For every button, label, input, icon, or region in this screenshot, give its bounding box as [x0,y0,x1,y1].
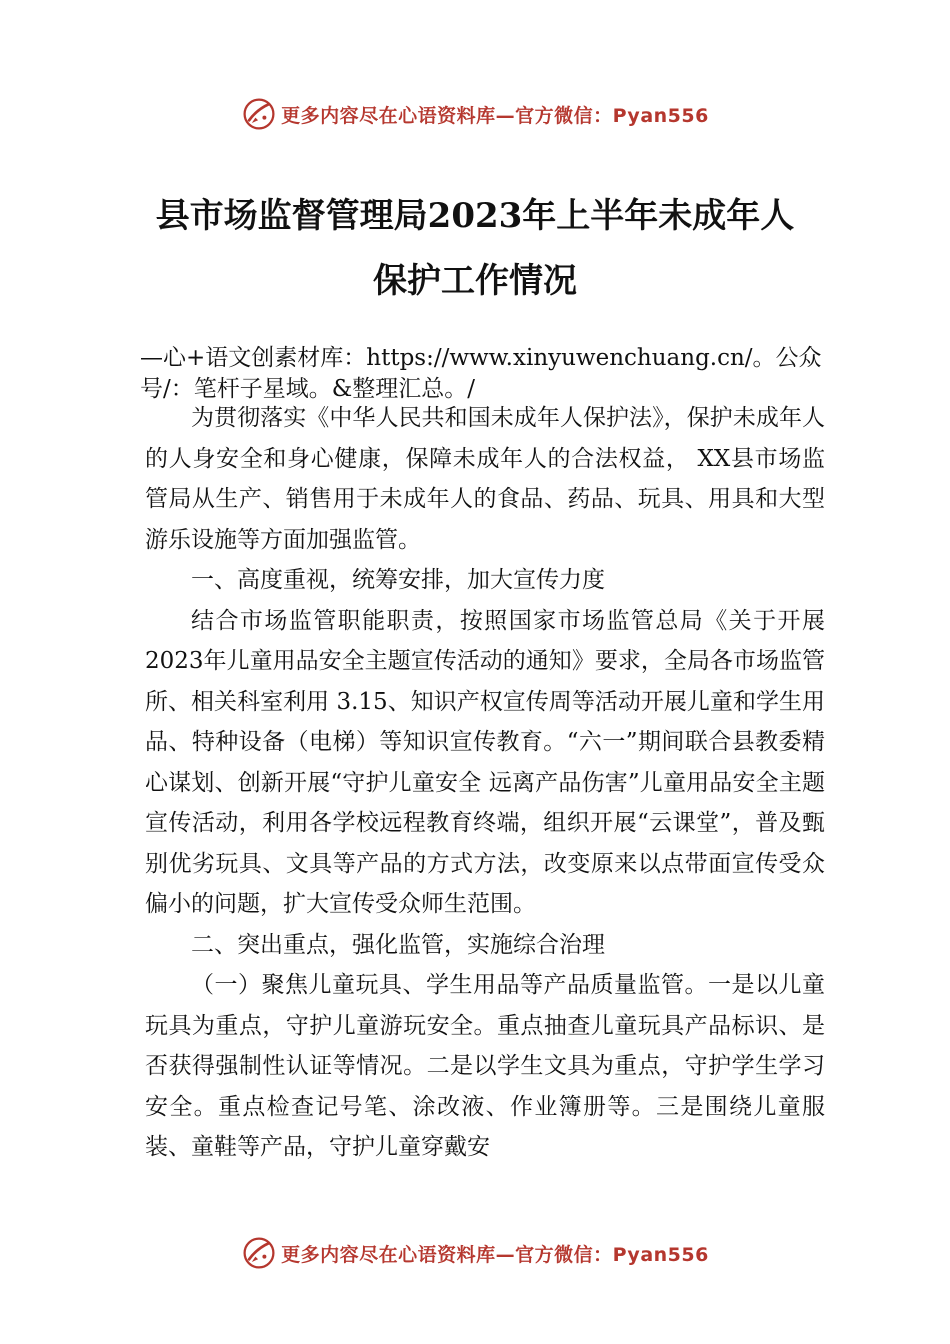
banner-text: 更多内容尽在心语资料库—官方微信：Pyan556 [281,1243,709,1266]
brush-pen-logo-icon [241,96,277,132]
section-heading-1: 一、高度重视，统筹安排，加大宣传力度 [191,567,605,593]
footer-banner [0,1233,950,1273]
brush-pen-logo-icon [241,1235,277,1271]
section-heading-2: 二、突出重点，强化监管，实施综合治理 [191,931,605,958]
header-banner [0,94,950,134]
source-note: —心+语文创素材库：https://www.xinyuwenchuang.cn/。公众号/：笔杆子星域。&整理汇总。/ [140,345,822,402]
paragraph-publicity: 结合市场监管职能职责，按照国家市场监管总局《关于开展 2023年儿童用品安全主题宣传活动的通知》要求，全局各市场监管所、相关科室利用 3.15、知识产权宣传周等活动开展儿童和学生用品、特种设备（电梯）等知识宣传教育。“六一”期间联合县教委精心谋划、创新开展“守护儿童安全 远离产品伤害”儿童用品安全主题宣传活动，利用各学校远程教育终端，组织开展“云课堂”，普及甄别优劣玩具、文具等产品的方式方法，改变原来以点带面宣传受众偏小的问题，扩大宣传受众师生范围。 [145,607,825,917]
paragraph-intro: 为贯彻落实《中华人民共和国未成年人保护法》，保护未成年人的人身安全和身心健康，保障未成年人的合法权益， XX县市场监管局从生产、销售用于未成年人的食品、药品、玩具、用具和大型游乐设施等方面加强监管。 [145,405,825,553]
document-title-line-2: 保护工作情况 [373,261,577,301]
document-title-line-1: 县市场监督管理局2023年上半年未成年人 [155,196,795,236]
paragraph-product-quality: （一）聚焦儿童玩具、学生用品等产品质量监管。一是以儿童玩具为重点，守护儿童游玩安全。重点抽查儿童玩具产品标识、是否获得强制性认证等情况。二是以学生文具为重点，守护学生学习安全。重点检查记号笔、涂改液、作业簿册等。三是围绕儿童服装、童鞋等产品，守护儿童穿戴安 [145,972,825,1160]
banner-text: 更多内容尽在心语资料库—官方微信：Pyan556 [281,104,709,127]
document-body [145,398,825,1168]
